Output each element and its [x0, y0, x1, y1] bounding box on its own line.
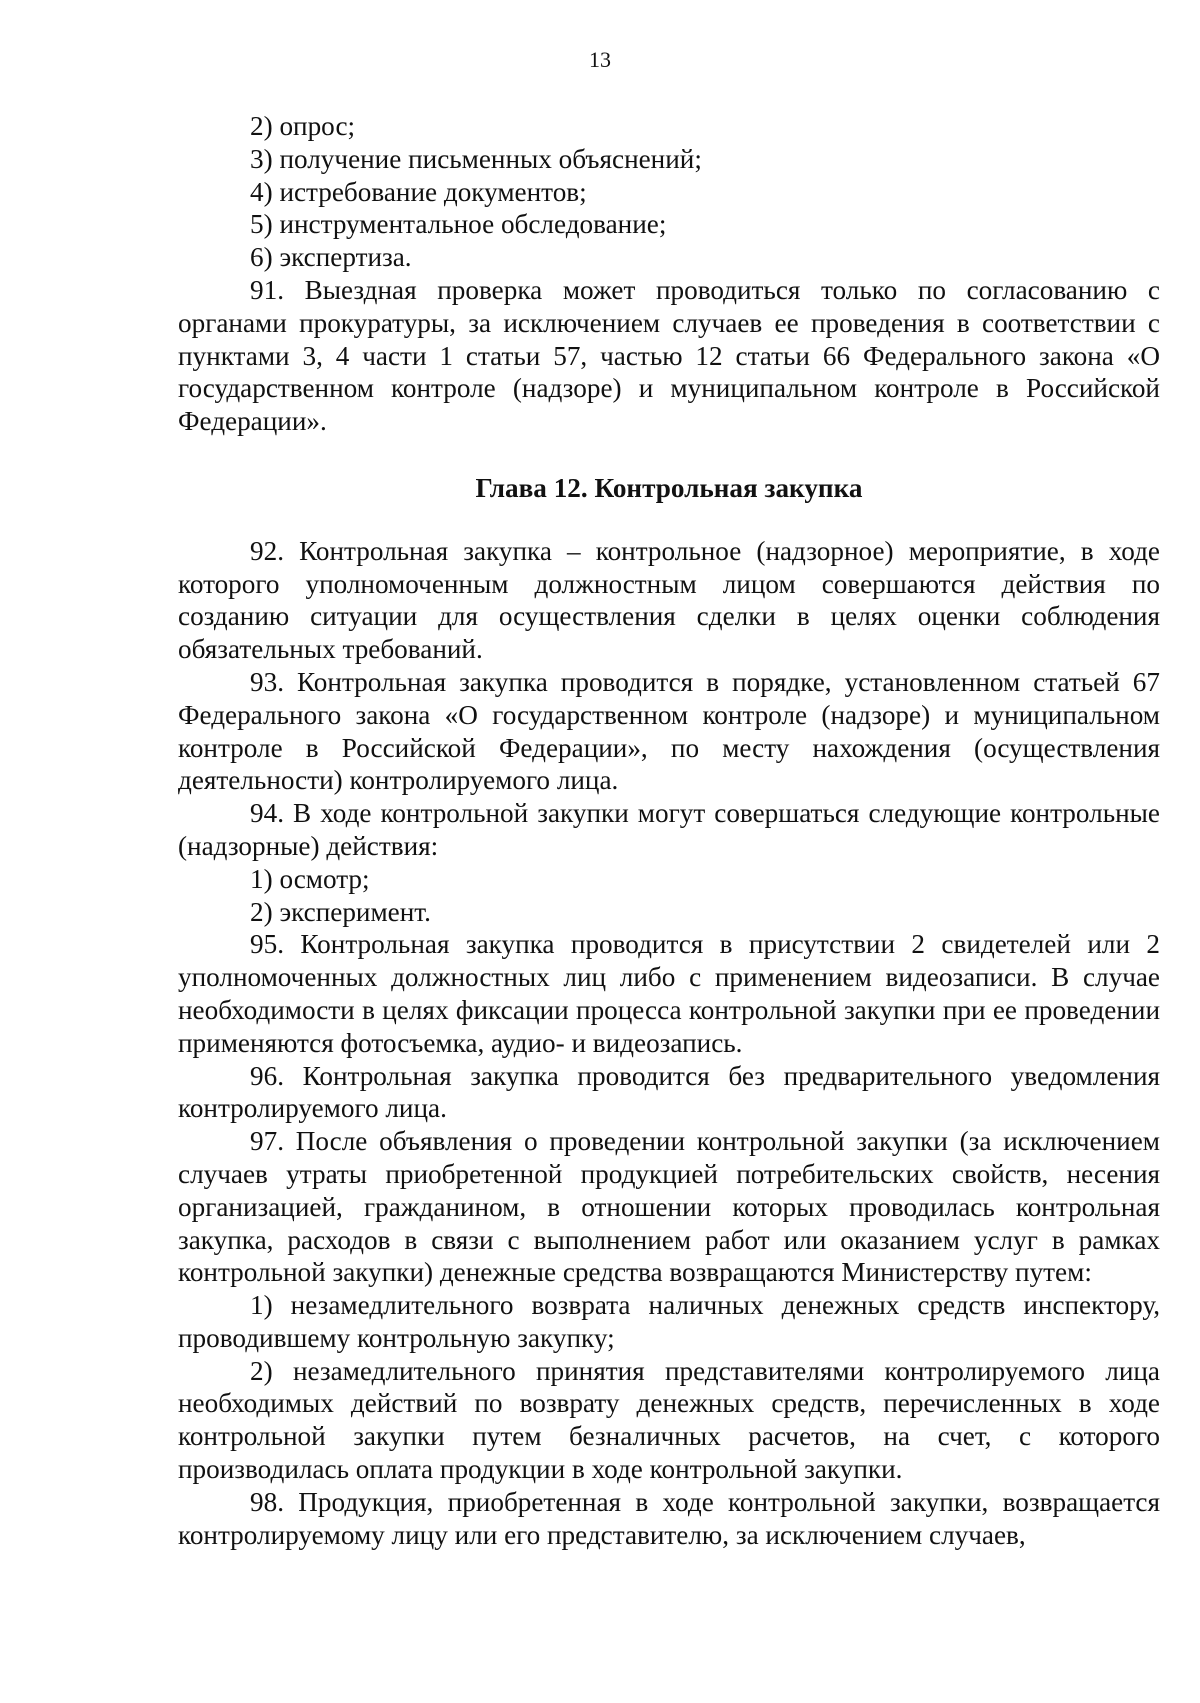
paragraph-98: 98. Продукция, приобретенная в ходе контрольной закупки, возвращается контролируемому лицу или его представителю, за исключением случаев,	[178, 1486, 1160, 1550]
paragraph-92: 92. Контрольная закупка – контрольное (надзорное) мероприятие, в ходе которого уполномоченным должностным лицом совершаются действия по созданию ситуации для осуществления сделки в целях оценки соблюдения обязательных требований.	[178, 535, 1160, 665]
page-number: 13	[589, 47, 611, 72]
list-item: 2) эксперимент.	[250, 896, 431, 927]
list-item: 4) истребование документов;	[250, 176, 587, 207]
document-body	[178, 110, 1160, 1551]
paragraph-94: 94. В ходе контрольной закупки могут совершаться следующие контрольные (надзорные) действия:	[178, 798, 1160, 861]
list-item: 1) осмотр;	[250, 863, 370, 894]
paragraph-95: 95. Контрольная закупка проводится в присутствии 2 свидетелей или 2 уполномоченных должностных лиц либо с применением видеозаписи. В случае необходимости в целях фиксации процесса контрольной закупки при ее проведении применяются фотосъемка, аудио- и видеозапись.	[178, 929, 1160, 1058]
paragraph-97: 97. После объявления о проведении контрольной закупки (за исключением случаев утраты приобретенной продукцией потребительских свойств, несения организацией, гражданином, в отношении которых проводилась контрольная закупка, расходов в связи с выполнением работ или оказанием услуг в рамках контрольной закупки) денежные средства возвращаются Министерству путем:	[178, 1126, 1160, 1288]
paragraph-93: 93. Контрольная закупка проводится в порядке, установленном статьей 67 Федерального закона «О государственном контроле (надзоре) и муниципальном контроле в Российской Федерации», по месту нахождения (осуществления деятельности) контролируемого лица.	[178, 666, 1160, 796]
paragraph-97-item-1: 1) незамедлительного возврата наличных денежных средств инспектору, проводившему контрольную закупку;	[178, 1290, 1160, 1353]
list-item: 6) экспертиза.	[250, 242, 412, 273]
list-item: 3) получение письменных объяснений;	[250, 143, 702, 174]
chapter-title: Глава 12. Контрольная закупка	[475, 472, 863, 503]
paragraph-91: 91. Выездная проверка может проводиться только по согласованию с органами прокуратуры, за исключением случаев ее проведения в соответствии с пунктами 3, 4 части 1 статьи 57, частью 12 статьи 66 Федерального закона «О государственном контроле (надзоре) и муниципальном контроле в Российской Федерации».	[178, 274, 1160, 437]
paragraph-97-item-2: 2) незамедлительного принятия представителями контролируемого лица необходимых действий по возврату денежных средств, перечисленных в ходе контрольной закупки путем безналичных расчетов, на счет, с которого производилась оплата продукции в ходе контрольной закупки.	[178, 1355, 1160, 1485]
list-item: 5) инструментальное обследование;	[250, 209, 667, 240]
paragraph-96: 96. Контрольная закупка проводится без предварительного уведомления контролируемого лица.	[178, 1060, 1160, 1124]
list-item: 2) опрос;	[250, 111, 356, 141]
